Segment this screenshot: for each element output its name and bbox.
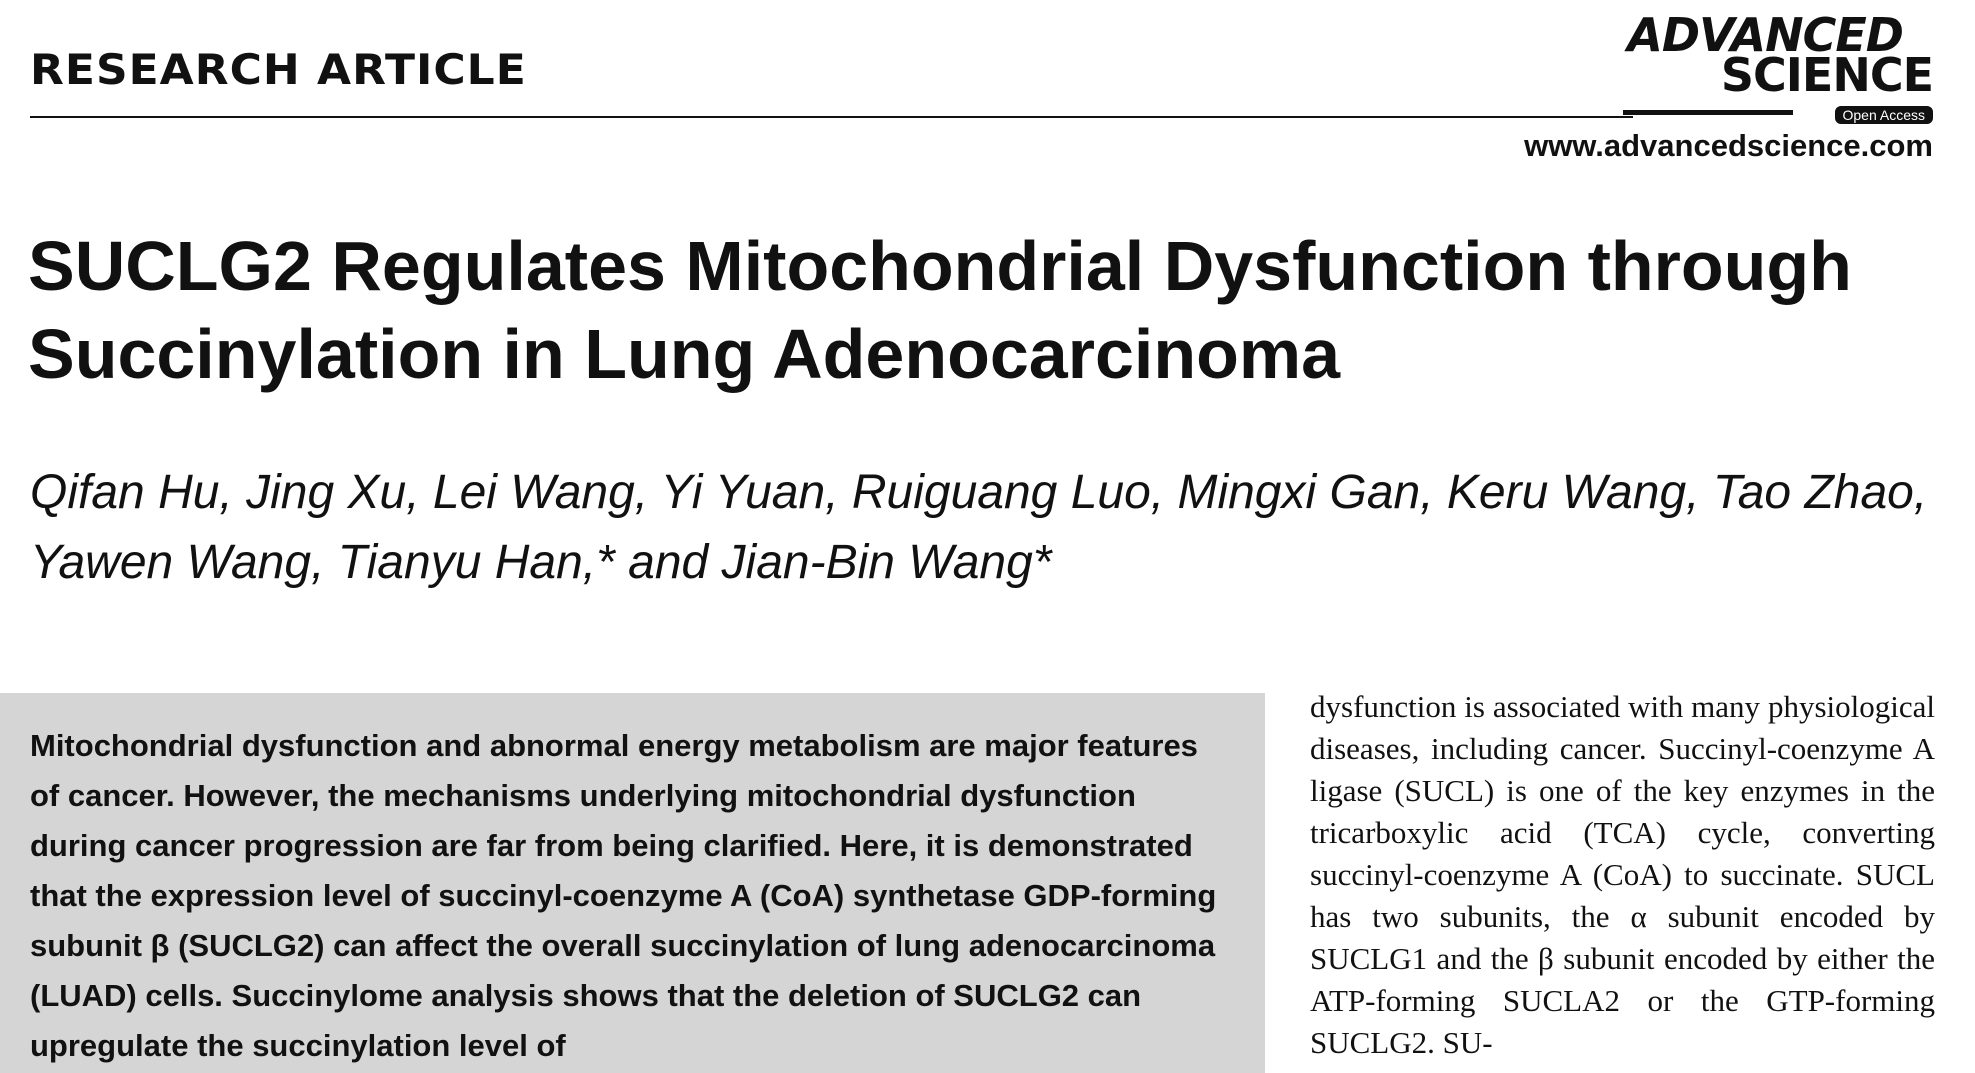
- journal-logo-line1: ADVANCED: [1627, 8, 1903, 62]
- author-list: Qifan Hu, Jing Xu, Lei Wang, Yi Yuan, Ruiguang Luo, Mingxi Gan, Keru Wang, Tao Zhao, Yawen Wang, Tianyu Han,* and Jian-Bin Wang*: [30, 466, 1928, 589]
- open-access-badge: Open Access: [1835, 106, 1934, 124]
- journal-logo-line2: SCIENCE: [1720, 48, 1933, 102]
- header-rule: [30, 116, 1633, 118]
- abstract-text: Mitochondrial dysfunction and abnormal energy metabolism are major features of cancer. However, the mechanisms underlying mitochondrial dysfunction during cancer progression are far from being clarified. Here, it is demonstrated that the expression level of succinyl-coenzyme A (CoA) synthetase GDP-forming subunit β (SUCLG2) can affect the overall succinylation of lung adenocarcinoma (LUAD) cells. Succinylome analysis shows that the deletion of SUCLG2 can upregulate the succinylation level of: [30, 728, 1217, 1063]
- abstract-box: [0, 693, 1265, 1073]
- journal-url-link[interactable]: www.advancedscience.com: [1524, 128, 1933, 163]
- article-title: SUCLG2 Regulates Mitochondrial Dysfunction through Succinylation in Lung Adenocarcinoma: [28, 227, 1852, 393]
- journal-logo-rule: [1623, 110, 1793, 115]
- body-text-column: dysfunction is associated with many physiological diseases, including cancer. Succinyl-coenzyme A ligase (SUCL) is one of the key enzymes in the tricarboxylic acid (TCA) cycle, converting succinyl-coenzyme A (CoA) to succinate. SUCL has two subunits, the α subunit encoded by SUCLG1 and the β subunit encoded by either the ATP-forming SUCLA2 or the GTP-forming SUCLG2. SU-: [1310, 689, 1935, 1060]
- journal-logo[interactable]: [1623, 8, 1933, 123]
- section-label: RESEARCH ARTICLE: [30, 46, 527, 95]
